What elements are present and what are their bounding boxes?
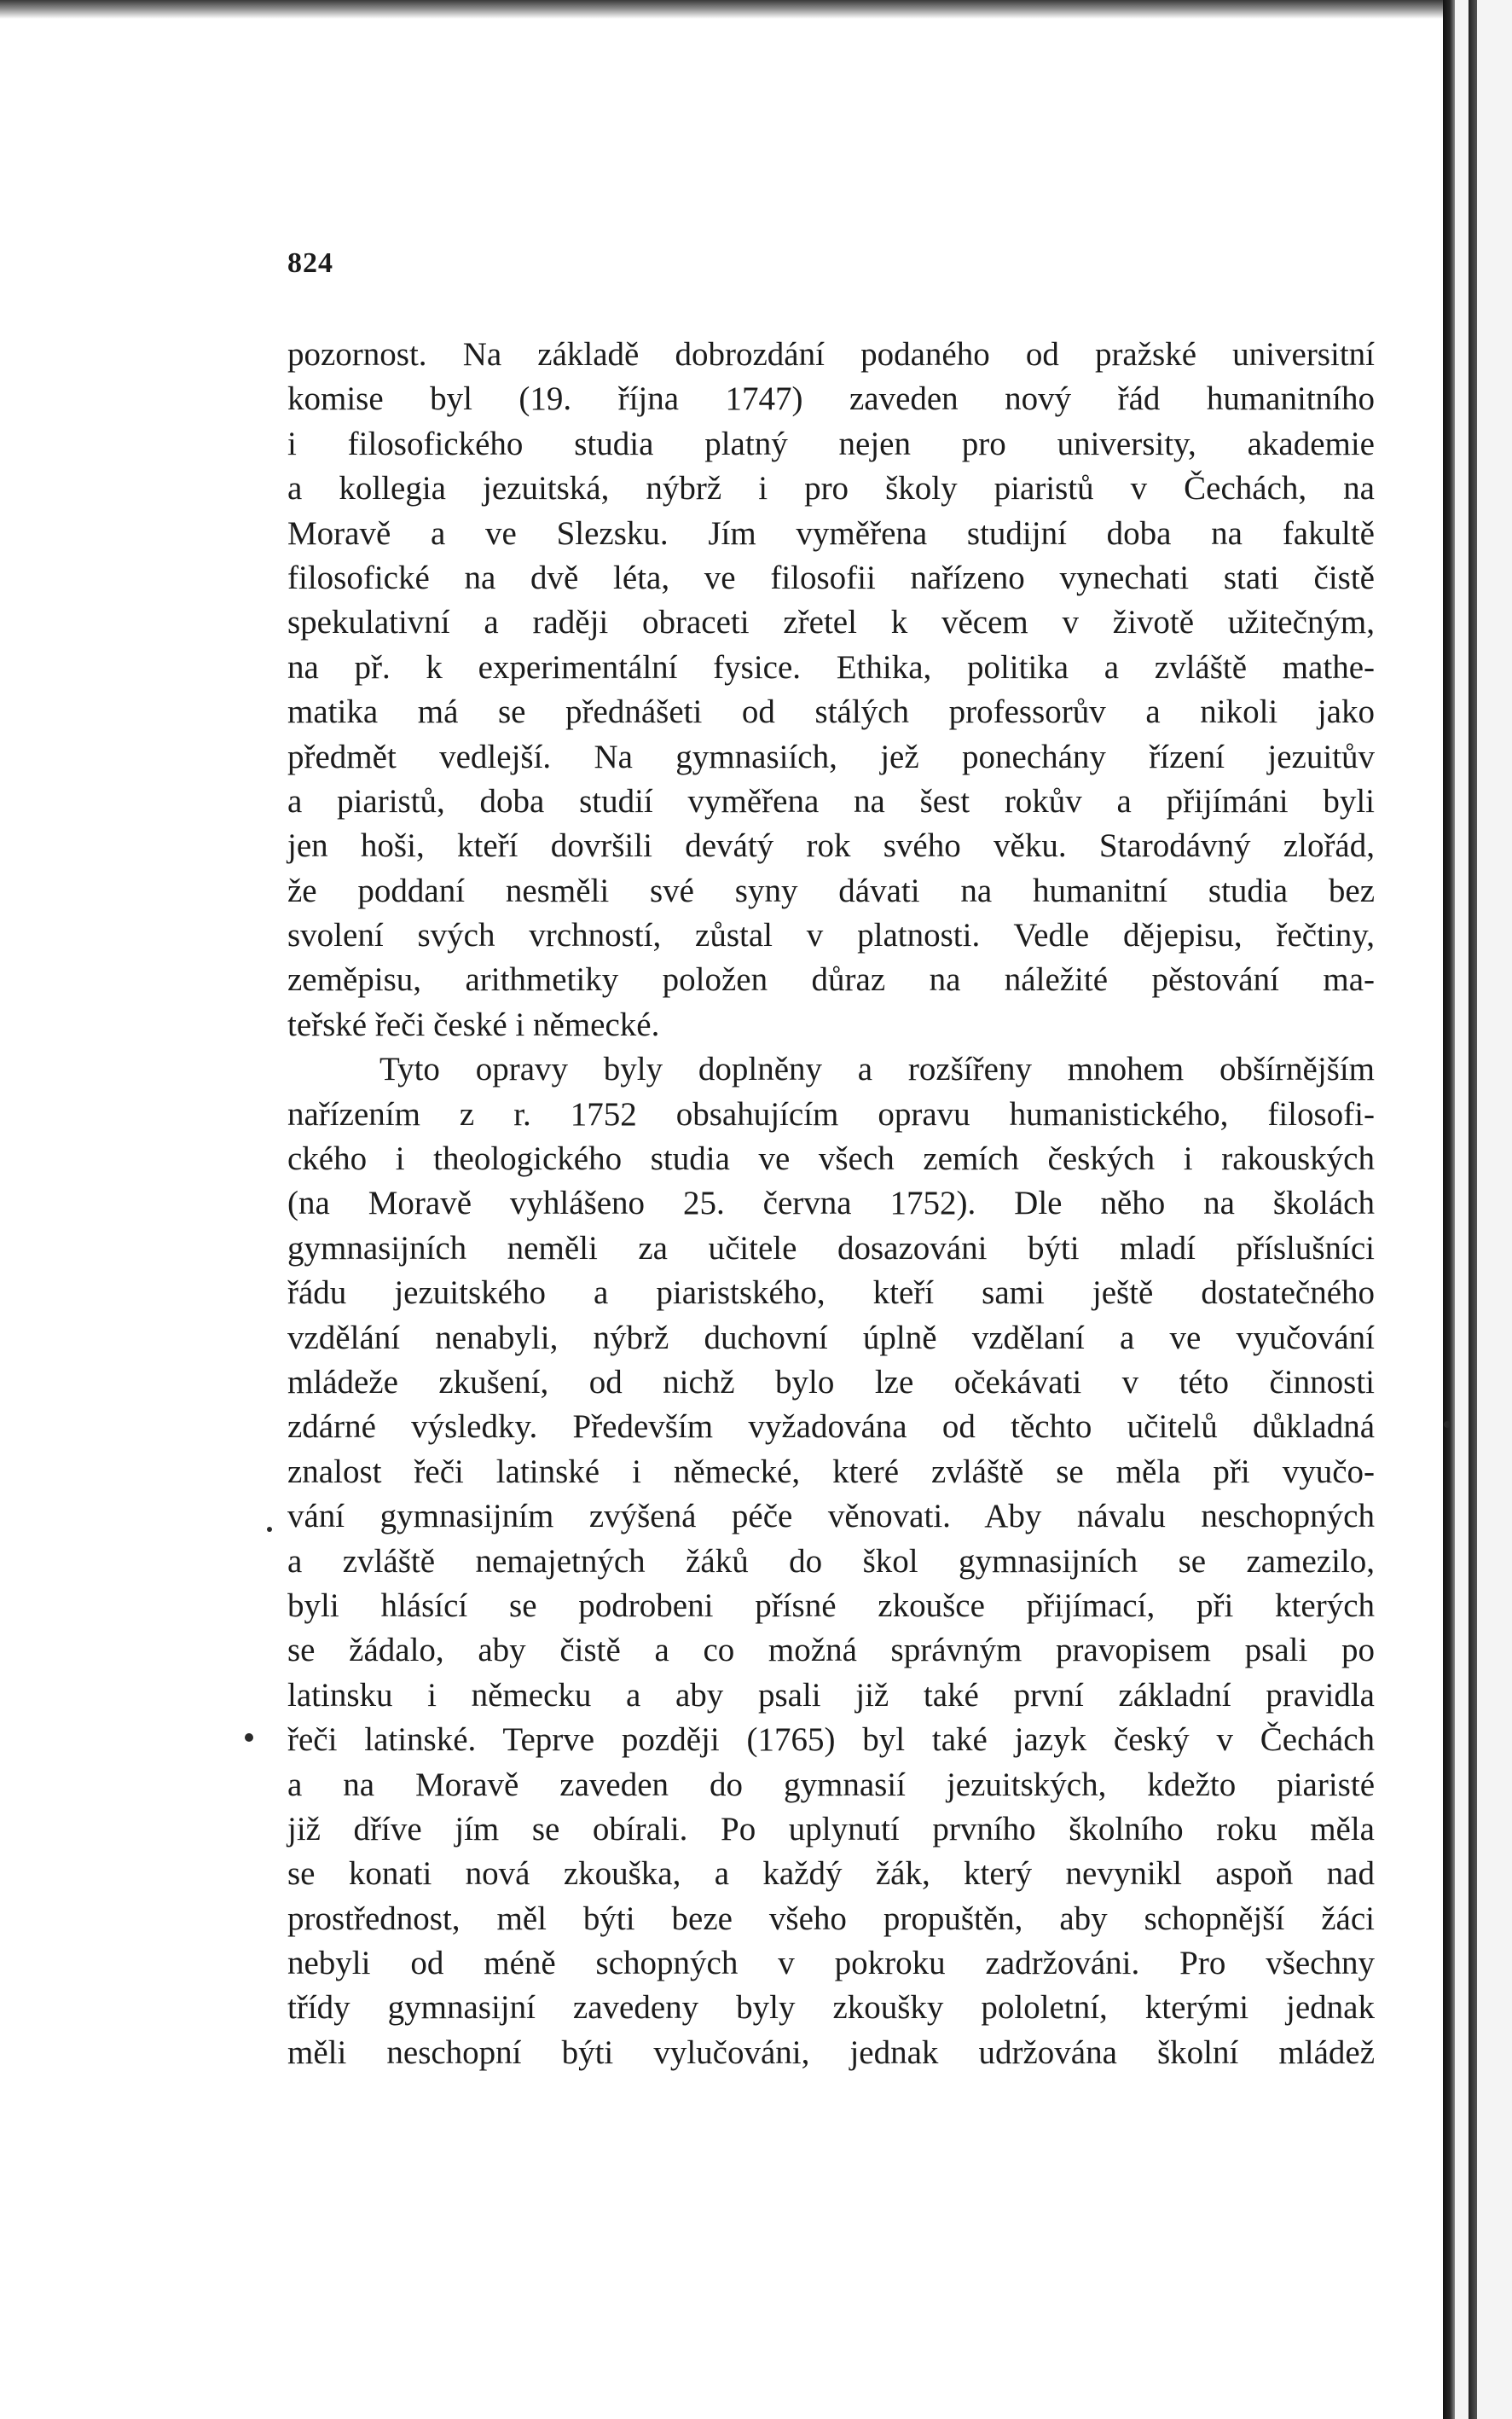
- scan-speck: [267, 1527, 272, 1532]
- text-line: zdárné výsledky. Především vyžadována od těchto učitelů důkladná: [287, 1408, 1375, 1446]
- scan-right-edge-secondary: [1469, 0, 1477, 2419]
- text-line: filosofické na dvě léta, ve filosofii nařízeno vynechati stati čistě: [287, 559, 1375, 596]
- text-line: měli neschopní býti vylučováni, jednak udržována školní mládež: [287, 2033, 1375, 2071]
- scan-right-edge: [1443, 0, 1455, 2419]
- text-line: byli hlásící se podrobeni přísné zkoušce přijímací, při kterých: [287, 1587, 1375, 1624]
- text-line: mládeže zkušení, od nichž bylo lze očekávati v této činnosti: [287, 1363, 1375, 1401]
- text-line: a piaristů, doba studií vyměřena na šest rokův a přijímáni byli: [287, 782, 1375, 820]
- text-line: třídy gymnasijní zavedeny byly zkoušky pololetní, kterými jednak: [287, 1989, 1375, 2027]
- text-line: Tyto opravy byly doplněny a rozšířeny mnohem obšírnějším: [379, 1051, 1375, 1088]
- text-line: řádu jezuitského a piaristského, kteří sami ještě dostatečného: [287, 1274, 1375, 1312]
- scan-speck: [245, 1733, 253, 1742]
- text-line: matika má se přednášeti od stálých professorův a nikoli jako: [287, 693, 1375, 731]
- text-line: a zvláště nemajetných žáků do škol gymnasijních se zamezilo,: [287, 1542, 1375, 1580]
- text-line: komise byl (19. října 1747) zaveden nový řád humanitního: [287, 380, 1375, 418]
- text-line: nebyli od méně schopných v pokroku zadržováni. Pro všechny: [287, 1945, 1375, 1982]
- page-number: 824: [287, 247, 333, 279]
- text-line: vzdělání nenabyli, nýbrž duchovní úplně vzdělaní a ve vyučování: [287, 1319, 1375, 1356]
- text-line: spekulativní a raději obraceti zřetel k věcem v životě užitečným,: [287, 604, 1375, 641]
- text-line: i filosofického studia platný nejen pro university, akademie: [287, 425, 1375, 462]
- text-line: že poddaní nesměli své syny dávati na humanitní studia bez: [287, 872, 1375, 909]
- text-line: a kollegia jezuitská, nýbrž i pro školy piaristů v Čechách, na: [287, 470, 1375, 508]
- text-line: prostřednost, měl býti beze všeho propuštěn, aby schopnější žáci: [287, 1900, 1375, 1937]
- text-line: se žádalo, aby čistě a co možná správným pravopisem psali po: [287, 1632, 1375, 1669]
- text-line: svolení svých vrchností, zůstal v platnosti. Vedle dějepisu, řečtiny,: [287, 917, 1375, 954]
- text-line: teřské řeči české i německé.: [287, 1006, 660, 1043]
- text-line: Moravě a ve Slezsku. Jím vyměřena studijní doba na fakultě: [287, 514, 1375, 552]
- body-text: [287, 333, 1375, 2075]
- text-line: řeči latinské. Teprve později (1765) byl také jazyk český v Čechách: [287, 1721, 1375, 1759]
- text-line: a na Moravě zaveden do gymnasií jezuitských, kdežto piaristé: [287, 1766, 1375, 1803]
- text-line: nařízením z r. 1752 obsahujícím opravu humanistického, filosofi-: [287, 1095, 1375, 1133]
- text-line: pozornost. Na základě dobrozdání podaného od pražské universitní: [287, 336, 1375, 373]
- text-line: (na Moravě vyhlášeno 25. června 1752). Dle něho na školách: [287, 1185, 1375, 1222]
- text-line: jen hoši, kteří dovršili devátý rok svého věku. Starodávný zlořád,: [287, 827, 1375, 865]
- scan-speck: [1444, 1421, 1451, 1428]
- text-line: gymnasijních neměli za učitele dosazováni býti mladí příslušníci: [287, 1229, 1375, 1267]
- text-line: předmět vedlejší. Na gymnasiích, jež ponechány řízení jezuitův: [287, 738, 1375, 775]
- text-line: již dříve jím se obírali. Po uplynutí prvního školního roku měla: [287, 1810, 1375, 1848]
- scan-top-shadow: [0, 0, 1512, 19]
- paragraph-2: [287, 1047, 1375, 2075]
- text-line: zeměpisu, arithmetiky položen důraz na náležité pěstování ma-: [287, 961, 1375, 999]
- text-line: latinsku i německu a aby psali již také první základní pravidla: [287, 1676, 1375, 1714]
- text-line: vání gymnasijním zvýšená péče věnovati. Aby návalu neschopných: [287, 1498, 1375, 1535]
- text-line: znalost řeči latinské i německé, které zvláště se měla při vyučo-: [287, 1453, 1375, 1490]
- text-line: se konati nová zkouška, a každý žák, který nevynikl aspoň nad: [287, 1855, 1375, 1893]
- paragraph-1: [287, 333, 1375, 1047]
- text-line: ckého i theologického studia ve všech zemích českých i rakouských: [287, 1140, 1375, 1178]
- text-line: na př. k experimentální fysice. Ethika, politika a zvláště mathe-: [287, 648, 1375, 686]
